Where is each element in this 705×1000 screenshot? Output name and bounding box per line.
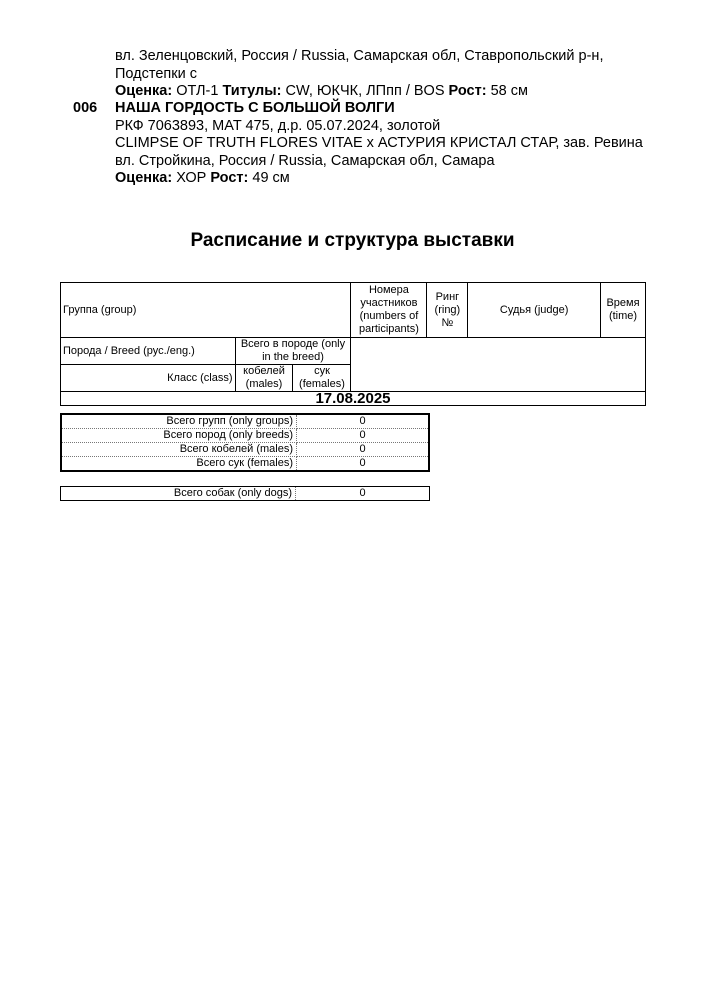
- empty-cell: [351, 338, 646, 392]
- total-label: Всего кобелей (males): [61, 443, 297, 457]
- table-row: [61, 414, 429, 429]
- registration: РКФ 7063893, MAT 475, д.р. 05.07.2024, золотой: [115, 117, 441, 134]
- males-header: кобелей (males): [235, 365, 293, 392]
- prev-entry-address: вл. Зеленцовский, Россия / Russia, Самарская обл, Ставропольский р-н, Подстепки с: [115, 48, 604, 82]
- females-header: сук (females): [293, 365, 351, 392]
- owner: вл. Стройкина, Россия / Russia, Самарская обл, Самара: [115, 152, 495, 169]
- height-label: Рост:: [448, 83, 487, 99]
- group-header: Группа (group): [61, 283, 351, 338]
- table-row: [61, 487, 430, 501]
- titles-label: Титулы:: [222, 83, 282, 99]
- dogs-total-table: [60, 486, 430, 501]
- participants-header: Номера участников (numbers of participants): [351, 283, 427, 338]
- table-row: [61, 443, 429, 457]
- total-label: Всего пород (only breeds): [61, 429, 297, 443]
- grade-value: ОТЛ-1: [176, 83, 219, 99]
- class-header: Класс (class): [61, 365, 236, 392]
- total-value: 0: [297, 443, 430, 457]
- table-row: [61, 457, 429, 472]
- entry-block: [115, 100, 675, 188]
- time-header: Время (time): [600, 283, 645, 338]
- show-date: 17.08.2025: [61, 392, 646, 406]
- total-value: 0: [297, 414, 430, 429]
- height-value: 49 см: [252, 170, 290, 186]
- grade-label: Оценка:: [115, 83, 173, 99]
- breed-header: Порода / Breed (рус./eng.): [61, 338, 236, 365]
- judge-header: Судья (judge): [468, 283, 601, 338]
- totals-table: [60, 413, 430, 472]
- schedule-table: [60, 282, 646, 406]
- entry-number: 006: [73, 100, 98, 116]
- titles-value: CW, ЮКЧК, ЛПпп / BOS: [285, 83, 445, 99]
- prev-entry-grade-line: [115, 83, 675, 101]
- total-label: Всего групп (only groups): [61, 414, 297, 429]
- grade-value: ХОР: [176, 170, 207, 186]
- dog-name: НАША ГОРДОСТЬ С БОЛЬШОЙ ВОЛГИ: [115, 100, 395, 116]
- total-value: 0: [359, 457, 366, 469]
- total-value: 0: [297, 429, 430, 443]
- dogs-total-label: Всего собак (only dogs): [61, 487, 296, 501]
- grade-line: [115, 170, 675, 188]
- table-row: [61, 429, 429, 443]
- parents: CLIMPSE OF TRUTH FLORES VITAE x АСТУРИЯ КРИСТАЛ СТАР, зав. Ревина: [115, 135, 643, 151]
- total-in-breed-header: Всего в породе (only in the breed): [235, 338, 351, 365]
- dogs-total-value: 0: [359, 487, 366, 499]
- height-value: 58 см: [490, 83, 528, 99]
- height-label: Рост:: [210, 170, 249, 186]
- section-title: Расписание и структура выставки: [190, 230, 515, 251]
- grade-label: Оценка:: [115, 170, 173, 186]
- total-label: Всего сук (females): [61, 457, 297, 472]
- ring-header: Ринг (ring) №: [427, 283, 468, 338]
